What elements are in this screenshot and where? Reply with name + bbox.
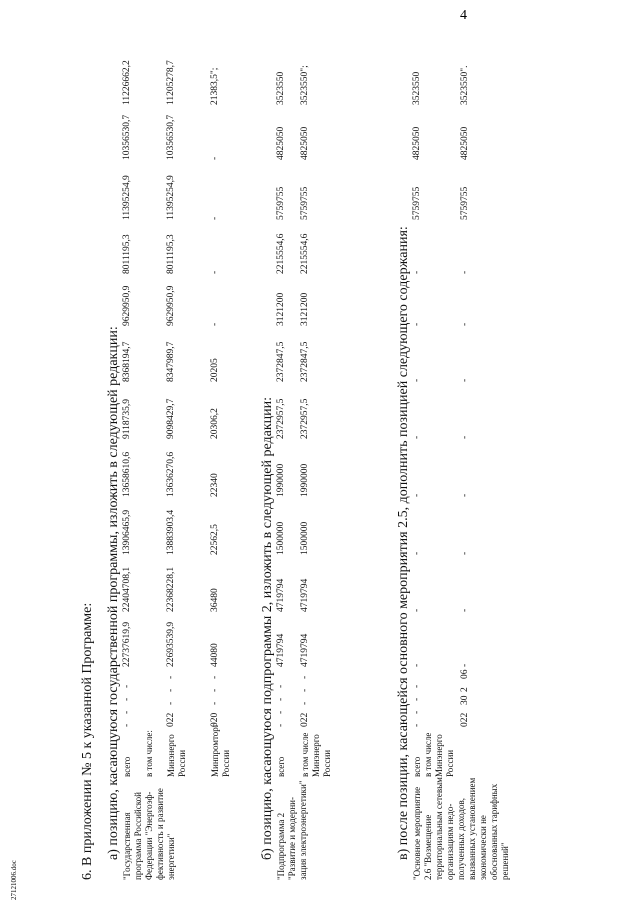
value-cell: 2372847,5	[276, 341, 286, 382]
value-cell: 20205	[210, 358, 220, 382]
value-cell: 4825050	[412, 126, 422, 160]
row-name-line: организациям недо-	[445, 803, 455, 880]
row-name-line: 2.6 "Возмещение	[423, 814, 433, 880]
budget-code-cell: -	[300, 675, 310, 679]
budget-code-cell: 022	[300, 712, 310, 727]
budget-code-cell: -	[412, 723, 422, 727]
budget-code-cell: -	[166, 701, 176, 705]
budget-code-cell: -	[412, 697, 422, 701]
value-cell: -	[210, 322, 220, 326]
row-name-line: вызванных установлением	[467, 777, 477, 880]
value-cell: 13883903,4	[166, 509, 176, 555]
value-cell: 2372957,5	[276, 398, 286, 439]
value-cell: -	[412, 435, 422, 439]
value-cell: 22693539,9	[166, 621, 176, 667]
executor-cell: всего	[276, 756, 286, 777]
value-cell: 5759755	[276, 186, 286, 220]
value-cell: 5759755	[460, 186, 470, 220]
value-cell: 11226662,2	[122, 60, 132, 105]
value-cell: -	[460, 322, 470, 326]
executor-cell: России	[322, 749, 332, 777]
row-name-line: "Развитие и модерни-	[287, 797, 297, 880]
budget-code-cell: -	[276, 684, 286, 688]
budget-code-cell: -	[122, 710, 132, 714]
budget-code-cell: -	[276, 723, 286, 727]
value-cell: 9629950,9	[166, 285, 176, 326]
value-cell: 3523550	[412, 71, 422, 105]
value-cell: -	[412, 322, 422, 326]
executor-cell: всего	[122, 756, 132, 777]
budget-code-cell: -	[276, 710, 286, 714]
budget-code-cell: -	[276, 697, 286, 701]
value-cell: 44080	[210, 643, 220, 667]
row-name-line: полученных доходов,	[456, 798, 466, 880]
value-cell: -	[460, 608, 470, 612]
budget-code-cell: -	[166, 688, 176, 692]
value-cell: 5759755	[412, 186, 422, 220]
executor-cell: всего	[412, 756, 422, 777]
value-cell: -	[460, 435, 470, 439]
value-cell: 8368194,7	[122, 341, 132, 382]
executor-cell: Минпромторг	[210, 723, 220, 777]
row-name-line: Федерации "Энергоэф-	[144, 791, 154, 880]
row-name-line: зация электроэнергетики"	[298, 780, 308, 880]
value-cell: -	[412, 493, 422, 497]
value-cell: 5759755	[300, 186, 310, 220]
value-cell: 3121200	[276, 292, 286, 326]
budget-code-cell: -	[122, 684, 132, 688]
budget-code-cell: -	[210, 701, 220, 705]
budget-code-cell: 022	[460, 712, 470, 727]
value-cell: 21383,5";	[210, 67, 220, 105]
value-cell: 4825050	[276, 126, 286, 160]
budget-code-cell: 2	[460, 687, 470, 692]
value-cell: 9098429,7	[166, 398, 176, 439]
footer-file-name: 27121006.doc	[10, 860, 18, 900]
value-cell: 3523550	[276, 71, 286, 105]
value-cell: 2372847,5	[300, 341, 310, 382]
budget-code-cell: 06	[460, 669, 470, 679]
value-cell: 20306,2	[210, 408, 220, 439]
value-cell: 8011195,3	[122, 234, 132, 274]
row-name-line: "Подпрограмма 2	[276, 812, 286, 880]
value-cell: 9118735,9	[122, 398, 132, 439]
value-cell: 4719794	[276, 633, 286, 667]
value-cell: -	[412, 378, 422, 382]
value-cell: -	[460, 551, 470, 555]
executor-cell: Минэнерго	[434, 734, 444, 777]
executor-cell: в том числе:	[144, 730, 154, 777]
section-title: б) позицию, касающуюся подпрограммы 2, изложить в следующей редакции:	[260, 396, 275, 860]
budget-code-cell: -	[412, 710, 422, 714]
value-cell: 1990000	[300, 463, 310, 497]
value-cell: 4719794	[300, 578, 310, 612]
value-cell: -	[210, 156, 220, 160]
row-name-line: экономически не	[478, 815, 488, 880]
value-cell: 10356530,7	[166, 114, 176, 160]
value-cell: 4825050	[300, 126, 310, 160]
value-cell: -	[412, 551, 422, 555]
row-name-line: программа Российской	[133, 792, 143, 880]
budget-code-cell: -	[210, 675, 220, 679]
budget-code-cell: 020	[210, 712, 220, 727]
executor-cell: России	[221, 749, 231, 777]
section-heading: 6. В приложении № 5 к указанной Программе:	[80, 602, 95, 880]
value-cell: 8347989,7	[166, 341, 176, 382]
row-name-line: территориальным сетевым	[434, 777, 444, 880]
value-cell: -	[460, 663, 470, 667]
value-cell: 1500000	[300, 521, 310, 555]
executor-cell: России	[445, 749, 455, 777]
value-cell: 4719794	[300, 633, 310, 667]
value-cell: 4825050	[460, 126, 470, 160]
value-cell: 3121200	[300, 292, 310, 326]
value-cell: -	[460, 378, 470, 382]
budget-code-cell: -	[300, 688, 310, 692]
value-cell: 22562,5	[210, 524, 220, 555]
value-cell: 22404708,1	[122, 566, 132, 612]
value-cell: 13906465,9	[122, 509, 132, 555]
budget-code-cell: 022	[166, 712, 176, 727]
value-cell: -	[210, 216, 220, 220]
value-cell: 11395254,9	[122, 175, 132, 220]
row-name-line: решений"	[500, 842, 510, 880]
value-cell: 11395254,9	[166, 175, 176, 220]
budget-code-cell: -	[300, 701, 310, 705]
section-title: в) после позиции, касающейся основного мероприятия 2.5, дополнить позицией следующего содержания:	[396, 226, 411, 860]
value-cell: 10356530,7	[122, 114, 132, 160]
value-cell: -	[412, 608, 422, 612]
row-name-line: фективность и развитие	[155, 788, 165, 880]
value-cell: 1990000	[276, 463, 286, 497]
executor-cell: в том числе	[300, 732, 310, 777]
rotated-content	[80, 60, 640, 880]
budget-code-cell: 30	[460, 695, 470, 705]
budget-code-cell: -	[412, 684, 422, 688]
value-cell: 9629950,9	[122, 285, 132, 326]
value-cell: 13636270,6	[166, 451, 176, 497]
value-cell: 2215554,6	[300, 233, 310, 274]
value-cell: 22340	[210, 473, 220, 497]
row-name-line: "Государственная	[122, 812, 132, 880]
value-cell: 36480	[210, 588, 220, 612]
page-number: 4	[460, 8, 467, 23]
value-cell: 2215554,6	[276, 233, 286, 274]
value-cell: 2372957,5	[300, 398, 310, 439]
value-cell: 4719794	[276, 578, 286, 612]
executor-cell: в том числе	[423, 732, 433, 777]
footer	[10, 860, 40, 900]
executor-cell: России	[177, 749, 187, 777]
section-title: а) позицию, касающуюся государственной программы, изложить в следующей редакции:	[106, 326, 121, 860]
value-cell: 3523550".	[460, 65, 470, 105]
row-name-line: обоснованных тарифных	[489, 783, 499, 880]
budget-code-cell: -	[122, 723, 132, 727]
budget-code-cell: -	[166, 675, 176, 679]
value-cell: 1500000	[276, 521, 286, 555]
budget-code-cell: -	[122, 697, 132, 701]
row-name-line: энергетики"	[166, 833, 176, 880]
executor-cell: Минэнерго	[311, 734, 321, 777]
value-cell: -	[412, 663, 422, 667]
value-cell: -	[460, 270, 470, 274]
value-cell: -	[460, 493, 470, 497]
row-name-line: "Основное мероприятие	[412, 786, 422, 880]
executor-cell: Минэнерго	[166, 734, 176, 777]
value-cell: 11205278,7	[166, 60, 176, 105]
value-cell: 22737619,9	[122, 621, 132, 667]
value-cell: 8011195,3	[166, 234, 176, 274]
value-cell: -	[412, 270, 422, 274]
value-cell: 22368228,1	[166, 566, 176, 612]
value-cell: 13658610,6	[122, 451, 132, 497]
budget-code-cell: -	[210, 688, 220, 692]
value-cell: 3523550";	[300, 65, 310, 105]
value-cell: -	[210, 270, 220, 274]
